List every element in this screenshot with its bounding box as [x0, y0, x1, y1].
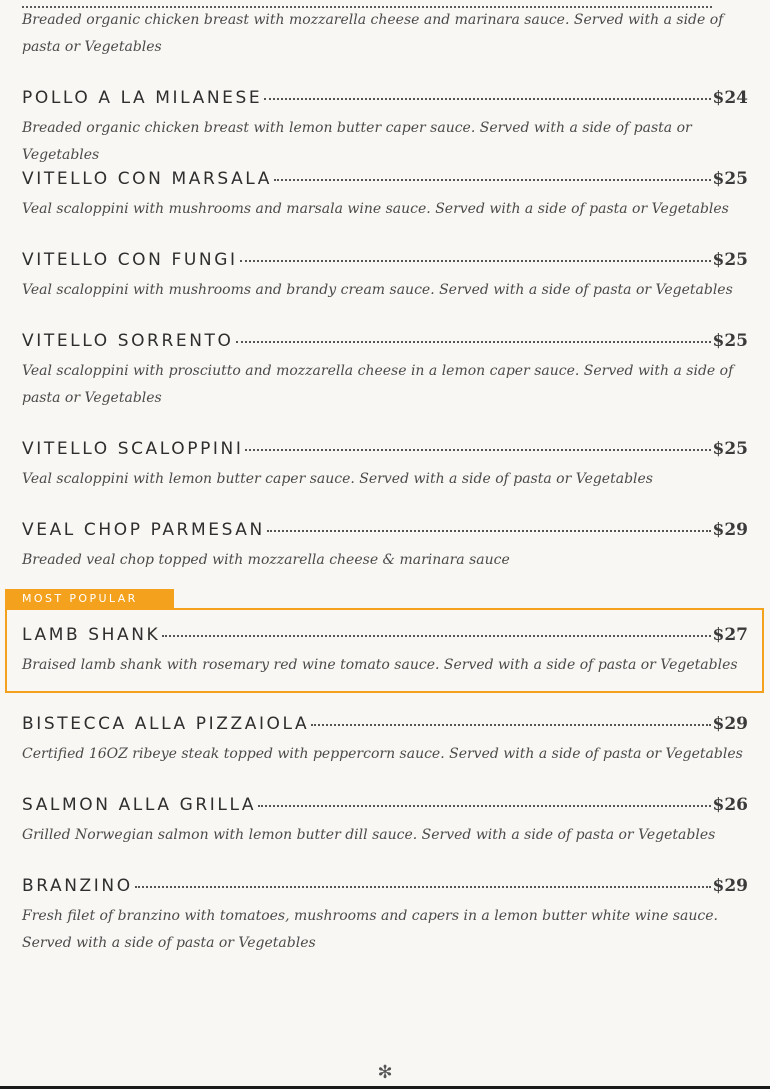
previous-item-description: Breaded organic chicken breast with mozzarella cheese and marinara sauce. Served with a side of pasta or Vegetables — [22, 12, 724, 55]
item-price: $25 — [712, 169, 748, 189]
item-description: Breaded veal chop topped with mozzarella cheese & marinara sauce — [22, 552, 510, 568]
item-price: $27 — [712, 625, 748, 645]
item-price: $25 — [712, 331, 748, 351]
leader-dots — [245, 449, 710, 451]
menu-item-lamb-shank — [22, 625, 748, 679]
menu-item-vitello-scaloppini — [22, 439, 748, 493]
menu-item-vitello-marsala — [22, 169, 748, 223]
item-name: POLLO A LA MILANESE — [22, 88, 263, 108]
item-description: Veal scaloppini with lemon butter caper sauce. Served with a side of pasta or Vegetables — [22, 471, 653, 487]
item-description: Breaded organic chicken breast with lemon butter caper sauce. Served with a side of pasta or Vegetables — [22, 120, 692, 163]
item-description: Braised lamb shank with rosemary red wine tomato sauce. Served with a side of pasta or Vegetables — [22, 657, 738, 673]
item-price: $24 — [712, 88, 748, 108]
item-price: $25 — [712, 250, 748, 270]
leader-dots — [311, 724, 710, 726]
menu-item-salmon-grilla — [22, 795, 748, 849]
item-description: Veal scaloppini with prosciutto and mozzarella cheese in a lemon caper sauce. Served with a side of pasta or Vegetables — [22, 363, 734, 406]
leader-dots — [162, 635, 710, 637]
item-name: LAMB SHANK — [22, 625, 161, 645]
menu-item-veal-chop-parmesan — [22, 520, 748, 574]
leader-dots — [135, 886, 711, 888]
item-name: VITELLO CON FUNGI — [22, 250, 238, 270]
leader-dots — [267, 530, 711, 532]
item-name: VITELLO SORRENTO — [22, 331, 234, 351]
item-name: SALMON ALLA GRILLA — [22, 795, 257, 815]
item-description: Fresh filet of branzino with tomatoes, mushrooms and capers in a lemon butter white wine sauce. Served with a side of pasta or Vegetables — [22, 908, 719, 951]
most-popular-badge: MOST POPULAR — [5, 589, 174, 609]
menu-item-vitello-sorrento — [22, 331, 748, 412]
leader-dots — [274, 179, 711, 181]
item-name: VEAL CHOP PARMESAN — [22, 520, 265, 540]
item-price: $26 — [712, 795, 748, 815]
item-name: VITELLO CON MARSALA — [22, 169, 272, 189]
menu-item-branzino — [22, 876, 748, 957]
item-price: $29 — [712, 876, 748, 896]
item-name: VITELLO SCALOPPINI — [22, 439, 244, 459]
leader-dots — [240, 260, 711, 262]
menu-item-vitello-fungi — [22, 250, 748, 304]
menu-item-pollo-milanese — [22, 88, 748, 169]
leader-dots — [264, 98, 710, 100]
leader-dots — [258, 805, 710, 807]
leader-dots — [236, 341, 711, 343]
item-price: $29 — [712, 714, 748, 734]
item-description: Grilled Norwegian salmon with lemon butter dill sauce. Served with a side of pasta or Vegetables — [22, 827, 716, 843]
item-price: $25 — [712, 439, 748, 459]
menu-item-bistecca-pizzaiola — [22, 714, 748, 768]
item-description: Veal scaloppini with mushrooms and marsala wine sauce. Served with a side of pasta or Vegetables — [22, 201, 729, 217]
footer-ornament-icon: ✻ — [377, 1062, 393, 1083]
item-name: BISTECCA ALLA PIZZAIOLA — [22, 714, 310, 734]
item-description: Veal scaloppini with mushrooms and brandy cream sauce. Served with a side of pasta or Vegetables — [22, 282, 733, 298]
item-description: Certified 16OZ ribeye steak topped with peppercorn sauce. Served with a side of pasta or Vegetables — [22, 746, 743, 762]
item-name: BRANZINO — [22, 876, 133, 896]
item-price: $29 — [712, 520, 748, 540]
